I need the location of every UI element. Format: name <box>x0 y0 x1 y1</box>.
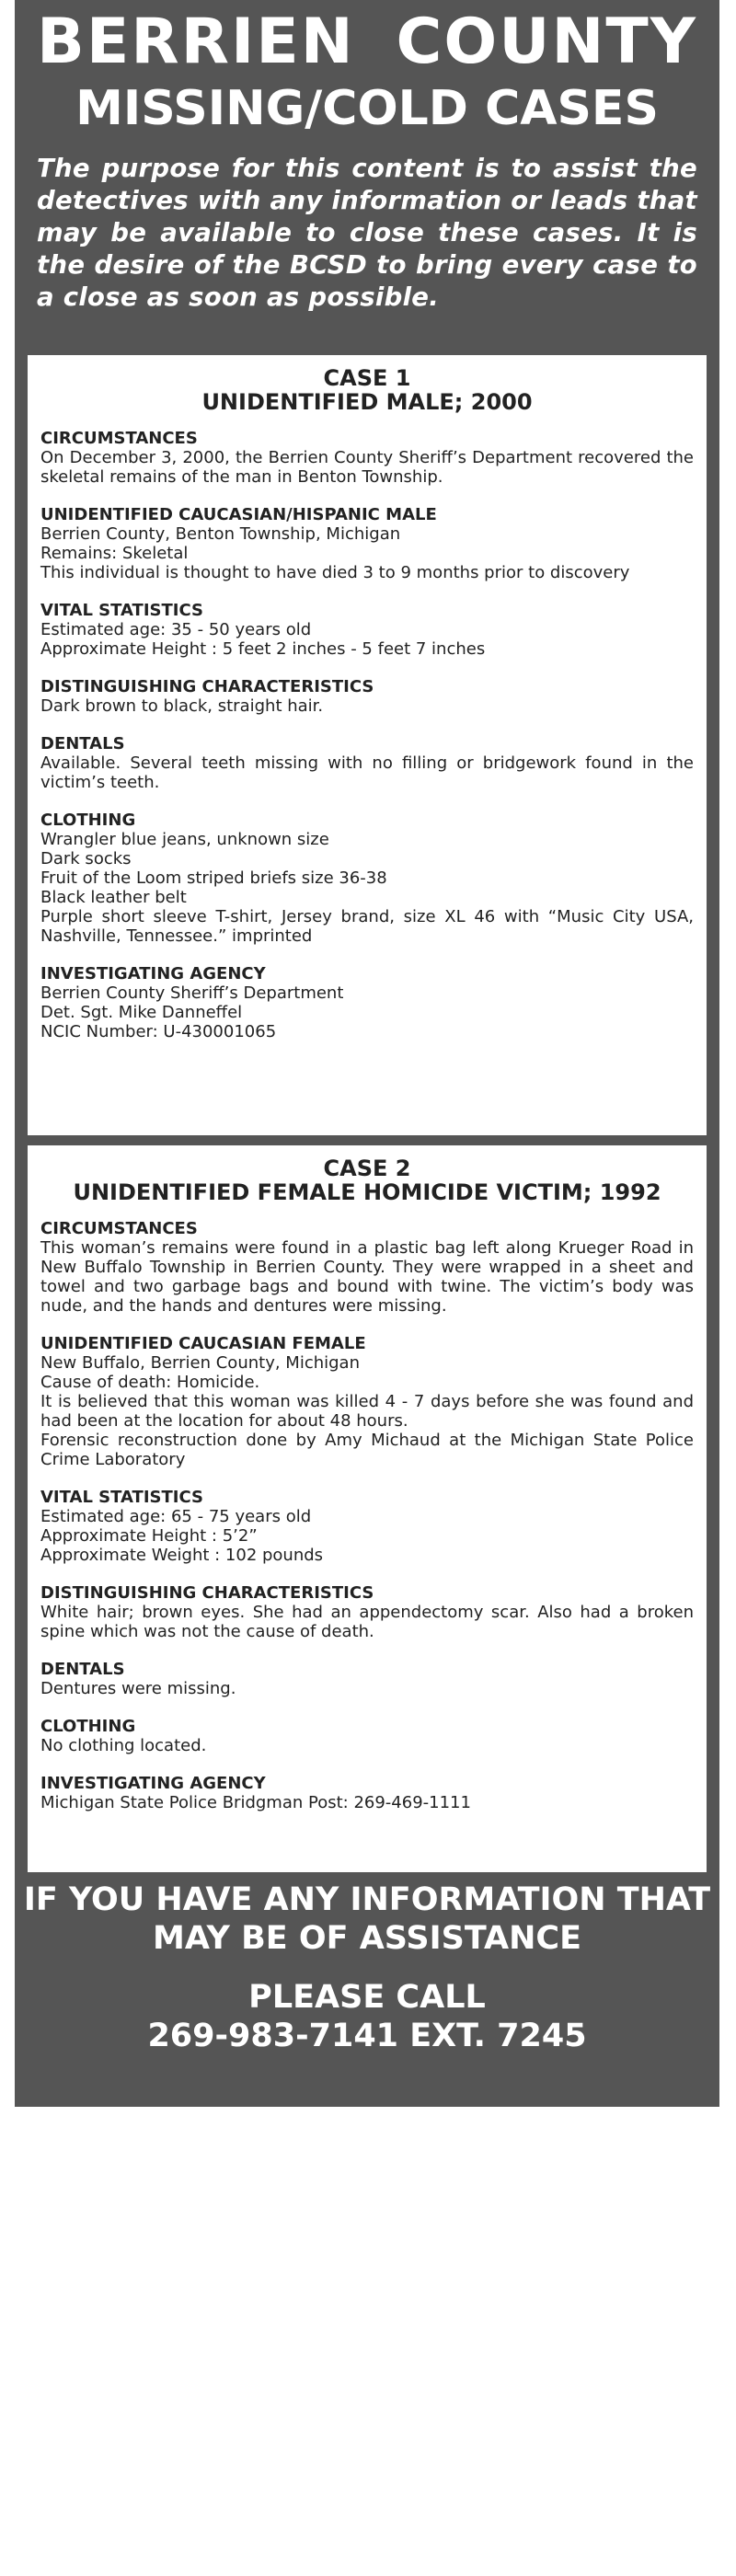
section-heading: DENTALS <box>40 734 125 753</box>
section-line: It is believed that this woman was killed 4 - 7 days before she was found and had been at the location for about 48 hours. <box>40 1392 694 1431</box>
section-text: Dark brown to black, straight hair. <box>40 696 324 716</box>
identity-section <box>40 1334 694 1469</box>
section-text: Available. Several teeth missing with no filling or bridgework found in the victim’s teeth. <box>40 753 694 792</box>
agency-section <box>40 1774 694 1812</box>
footer-appeal <box>15 1880 719 1958</box>
section-line: Approximate Height : 5’2” <box>40 1526 258 1546</box>
section-heading: VITAL STATISTICS <box>40 601 203 620</box>
page-subtitle: MISSING/COLD CASES <box>75 81 659 136</box>
section-text: On December 3, 2000, the Berrien County Sheriff’s Department recovered the skeletal remains of the man in Benton Township. <box>40 448 694 487</box>
section-line: Estimated age: 35 - 50 years old <box>40 620 312 639</box>
phone-number: 269-983-7141 EXT. 7245 <box>147 2018 587 2054</box>
case-number: CASE 1 <box>323 365 411 391</box>
poster <box>15 0 719 2107</box>
section-line: Approximate Height : 5 feet 2 inches - 5 feet 7 inches <box>40 639 486 659</box>
distinguishing-section <box>40 677 694 716</box>
section-line: Purple short sleeve T-shirt, Jersey brand, size XL 46 with “Music City USA, Nashville, Tennessee.” imprinted <box>40 907 694 946</box>
section-line: Forensic reconstruction done by Amy Michaud at the Michigan State Police Crime Laboratory <box>40 1431 694 1469</box>
section-heading: VITAL STATISTICS <box>40 1488 203 1507</box>
section-heading: INVESTIGATING AGENCY <box>40 1774 266 1793</box>
dentals-section <box>40 734 694 792</box>
footer-contact <box>15 1978 719 2055</box>
section-heading: CIRCUMSTANCES <box>40 1219 198 1238</box>
section-text: No clothing located. <box>40 1736 207 1755</box>
section-line: Fruit of the Loom striped briefs size 36-38 <box>40 868 387 888</box>
intro-text: The purpose for this content is to assist the detectives with any information or leads that may be available to close these cases. It is the desire of the BCSD to bring every case to a close as soon as possible. <box>37 154 697 312</box>
section-line: Det. Sgt. Mike Danneffel <box>40 1003 243 1022</box>
section-heading: CIRCUMSTANCES <box>40 429 198 448</box>
call-label: PLEASE CALL <box>248 1979 486 2016</box>
section-line: Remains: Skeletal <box>40 544 189 563</box>
distinguishing-section <box>40 1583 694 1641</box>
case-1-panel <box>28 355 707 1135</box>
section-line: Approximate Weight : 102 pounds <box>40 1546 324 1565</box>
section-line: Estimated age: 65 - 75 years old <box>40 1507 312 1526</box>
section-line: This individual is thought to have died 3 to 9 months prior to discovery <box>40 563 630 582</box>
section-heading: CLOTHING <box>40 1717 136 1736</box>
section-line: NCIC Number: U-430001065 <box>40 1022 277 1041</box>
section-heading: UNIDENTIFIED CAUCASIAN/HISPANIC MALE <box>40 505 437 524</box>
dentals-section <box>40 1660 694 1698</box>
section-line: New Buffalo, Berrien County, Michigan <box>40 1353 360 1373</box>
page-title <box>37 7 697 77</box>
section-heading: DISTINGUISHING CHARACTERISTICS <box>40 1583 374 1603</box>
footer-line: MAY BE OF ASSISTANCE <box>152 1920 581 1957</box>
agency-section <box>40 964 694 1041</box>
section-text: This woman’s remains were found in a plastic bag left along Krueger Road in New Buffalo Township in Berrien County. They were wrapped in a sheet and towel and two garbage bags and bound with twine. The victim’s body was nude, and the hands and dentures were missing. <box>40 1238 694 1316</box>
identity-section <box>40 505 694 582</box>
section-heading: UNIDENTIFIED CAUCASIAN FEMALE <box>40 1334 366 1353</box>
section-text: Dentures were missing. <box>40 1679 236 1698</box>
section-line: Dark socks <box>40 849 132 868</box>
title-right: COUNTY <box>396 6 697 78</box>
section-line: Cause of death: Homicide. <box>40 1373 260 1392</box>
section-line: Black leather belt <box>40 888 187 907</box>
case-number: CASE 2 <box>323 1156 411 1181</box>
section-line: Wrangler blue jeans, unknown size <box>40 830 329 849</box>
clothing-section <box>40 1717 694 1755</box>
section-line: Berrien County, Benton Township, Michigan <box>40 524 401 544</box>
case-title: UNIDENTIFIED FEMALE HOMICIDE VICTIM; 1992 <box>73 1179 661 1205</box>
vital-statistics-section <box>40 1488 694 1565</box>
section-heading: DENTALS <box>40 1660 125 1679</box>
clothing-section <box>40 811 694 946</box>
footer-line: IF YOU HAVE ANY INFORMATION THAT <box>23 1881 711 1918</box>
case-title: UNIDENTIFIED MALE; 2000 <box>201 389 533 415</box>
title-left: BERRIEN <box>37 6 355 78</box>
section-text: Michigan State Police Bridgman Post: 269-469-1111 <box>40 1793 471 1812</box>
section-heading: CLOTHING <box>40 811 136 830</box>
section-heading: INVESTIGATING AGENCY <box>40 964 266 983</box>
case-2-panel <box>28 1145 707 1872</box>
section-text: White hair; brown eyes. She had an appendectomy scar. Also had a broken spine which was not the cause of death. <box>40 1603 694 1641</box>
vital-statistics-section <box>40 601 694 659</box>
circumstances-section <box>40 429 694 487</box>
section-heading: DISTINGUISHING CHARACTERISTICS <box>40 677 374 696</box>
circumstances-section <box>40 1219 694 1316</box>
section-line: Berrien County Sheriff’s Department <box>40 983 344 1003</box>
